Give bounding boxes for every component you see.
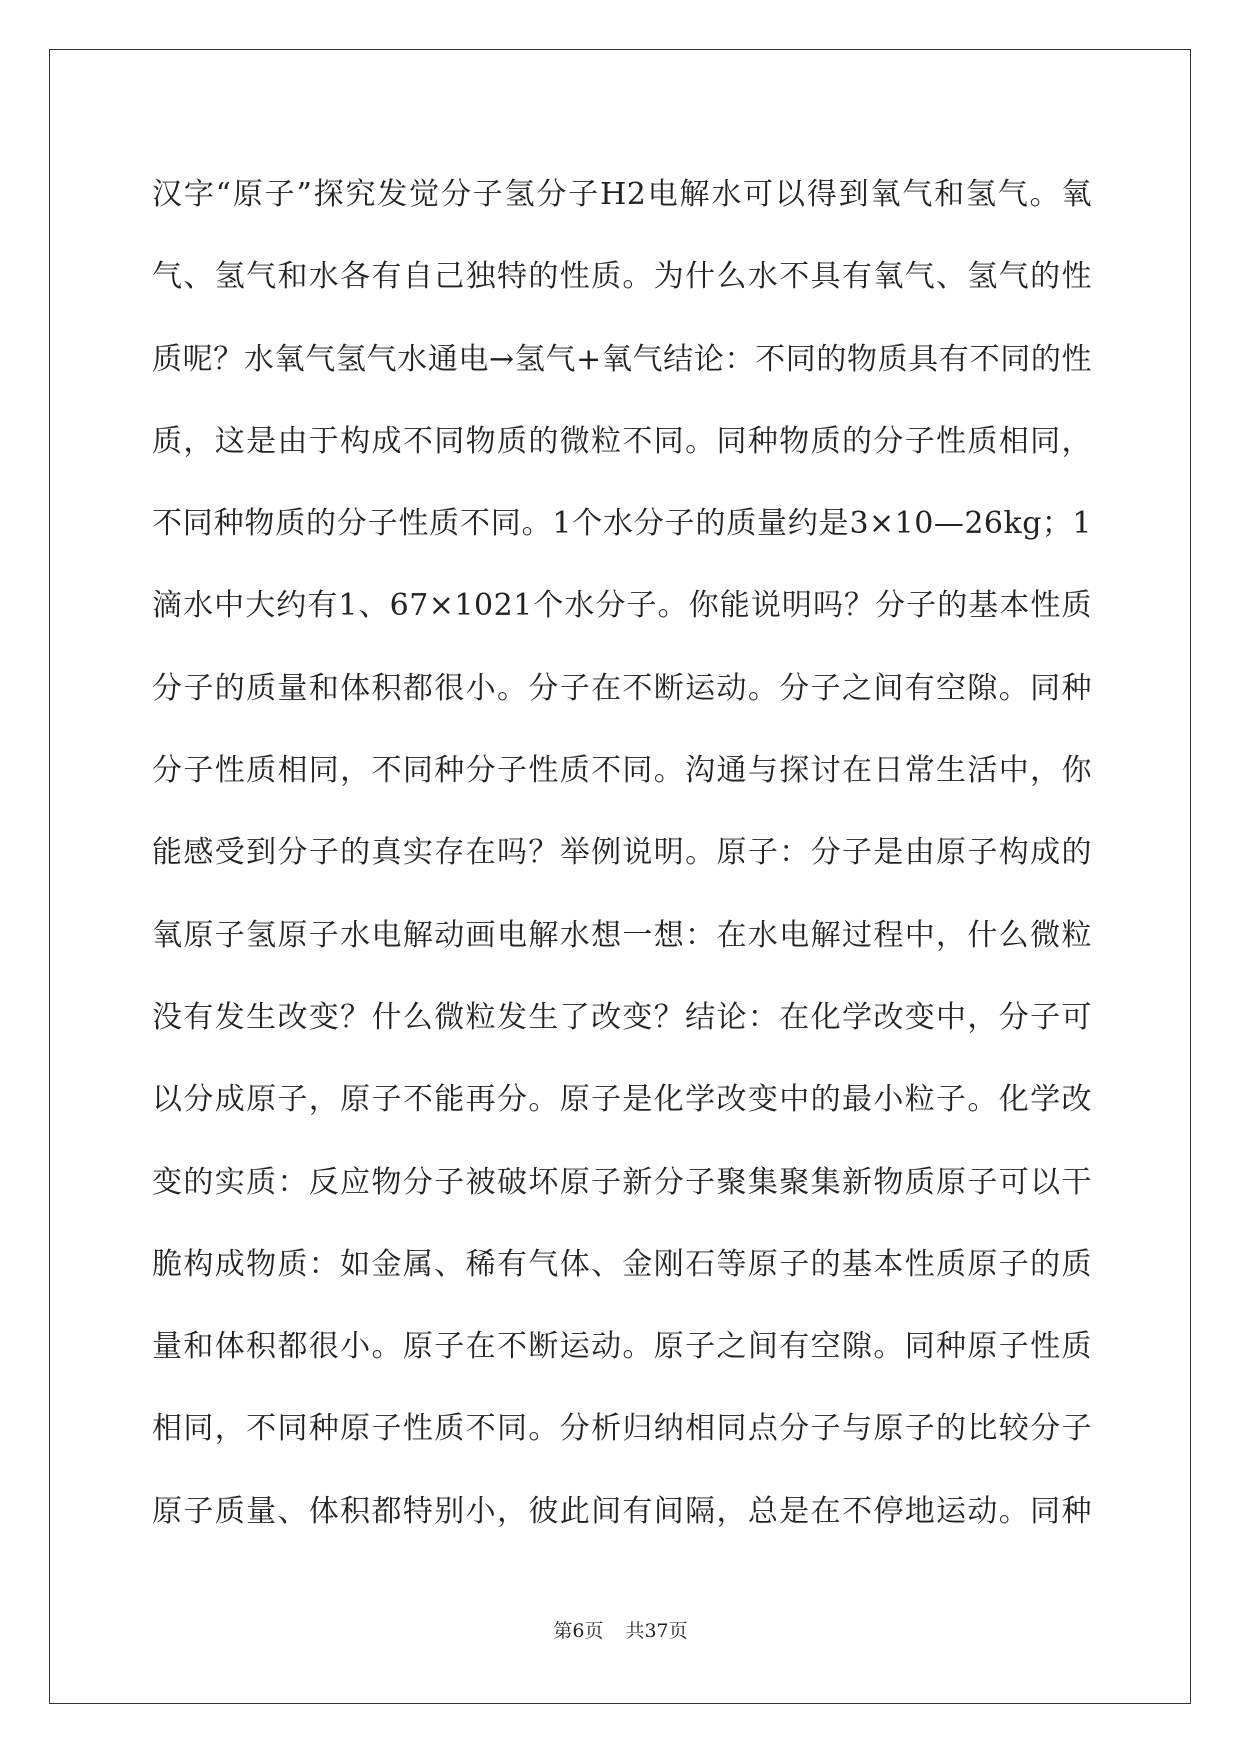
text-line: 质，这是由于构成不同物质的微粒不同。同种物质的分子性质相同， [152,423,1092,459]
text-line: 能感受到分子的真实存在吗？举例说明。原子：分子是由原子构成的 [152,835,1092,871]
text-line: 没有发生改变？什么微粒发生了改变？结论：在化学改变中，分子可 [152,999,1092,1035]
text-line: 质呢？水氧气氢气水通电→氢气+氧气结论：不同的物质具有不同的性 [152,341,1092,377]
text-line: 分子的质量和体积都很小。分子在不断运动。分子之间有空隙。同种 [152,670,1092,706]
text-line: 脆构成物质：如金属、稀有气体、金刚石等原子的基本性质原子的质 [152,1246,1092,1282]
text-line: 滴水中大约有1、67×1021个水分子。你能说明吗？分子的基本性质 [152,588,1092,624]
text-line: 氧原子氢原子水电解动画电解水想一想：在水电解过程中，什么微粒 [152,917,1092,953]
page-footer [0,1616,1241,1643]
text-line: 以分成原子，原子不能再分。原子是化学改变中的最小粒子。化学改 [152,1082,1092,1118]
page-total: 共37页 [625,1620,688,1642]
text-line: 相同，不同种原子性质不同。分析归纳相同点分子与原子的比较分子 [152,1411,1092,1447]
text-line: 分子性质相同，不同种分子性质不同。沟通与探讨在日常生活中，你 [152,753,1092,789]
text-line: 原子质量、体积都特别小，彼此间有间隔，总是在不停地运动。同种 [152,1493,1092,1529]
text-line: 变的实质：反应物分子被破坏原子新分子聚集聚集新物质原子可以干 [152,1164,1092,1200]
text-line: 量和体积都很小。原子在不断运动。原子之间有空隙。同种原子性质 [152,1329,1092,1365]
body-text [152,166,1092,1565]
text-line: 汉字“原子”探究发觉分子氢分子H2电解水可以得到氧气和氢气。氧 [152,177,1092,212]
text-line: 不同种物质的分子性质不同。1个水分子的质量约是3×10—26kg；1 [152,506,1092,542]
text-line: 气、氢气和水各有自己独特的性质。为什么水不具有氧气、氢气的性 [152,259,1092,295]
page-number: 第6页 [553,1620,604,1642]
